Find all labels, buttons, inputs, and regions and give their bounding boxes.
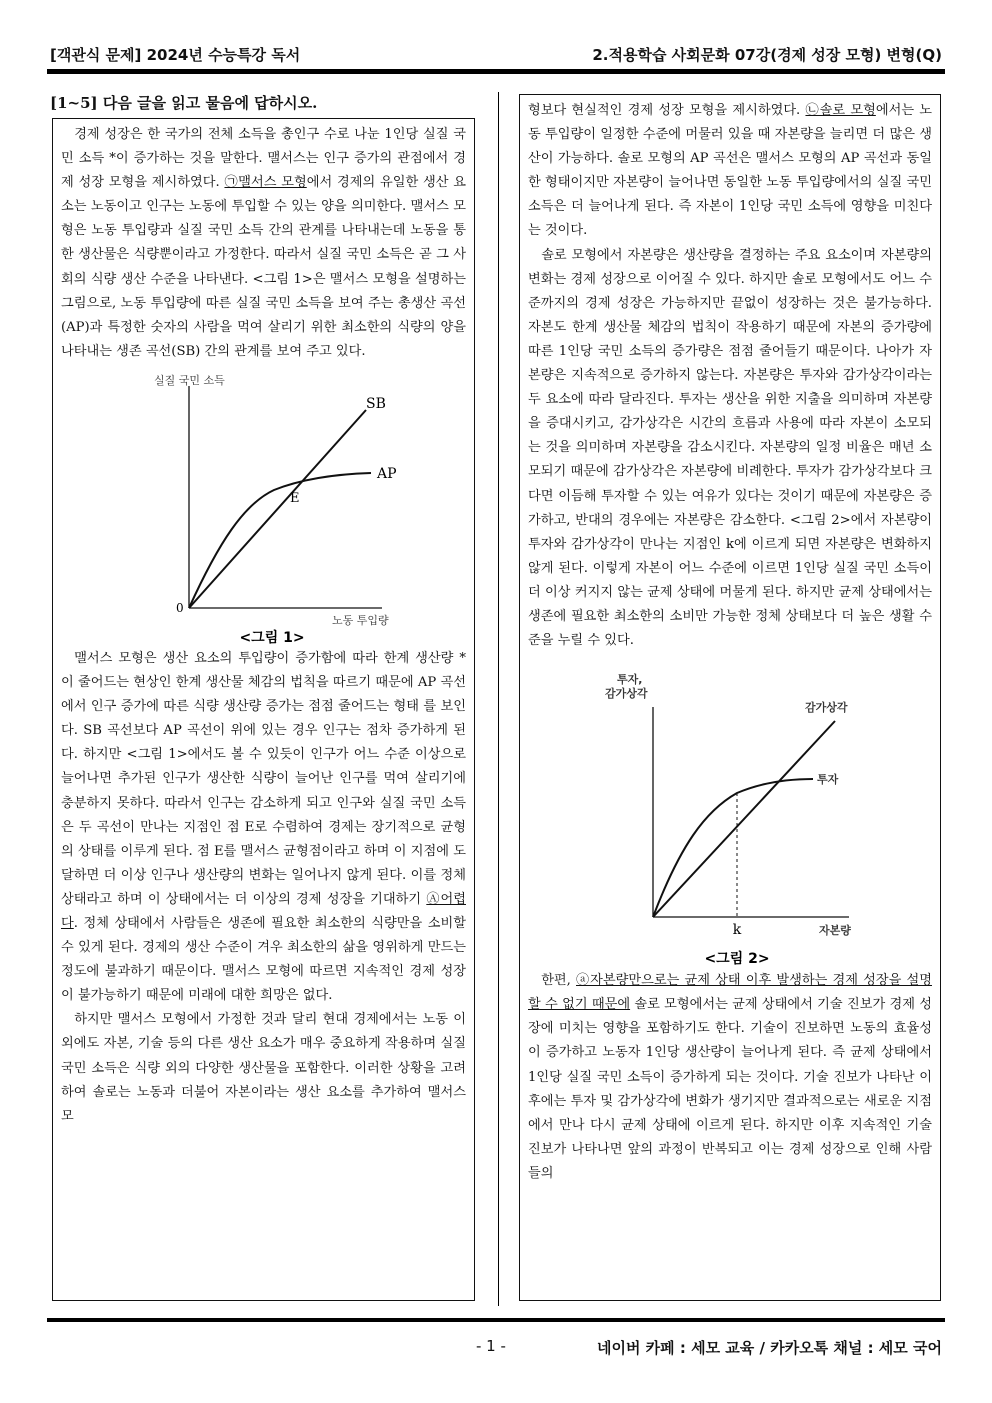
passage-paragraph-3: 하지만 맬서스 모형에서 가정한 것과 달리 현대 경제에서는 노동 이외에도 자본, 기술 등의 다른 생산 요소가 매우 중요하게 작용하며 실질 국민 소득은 식량 외의 다양한 생산물을 포함한다. 이러한 상황을 고려하여 솔로는 노동과 더불어 자본이라는 생산 요소를 추가하여 맬서스 모 bbox=[61, 1012, 466, 1124]
passage-paragraph-4 bbox=[528, 99, 932, 244]
figure-2-caption: <그림 2> bbox=[704, 951, 770, 968]
figure-2-x-label: 자본량 bbox=[819, 924, 851, 938]
text-span: . 정체 상태에서 사람들은 생존에 필요한 최소한의 식량만을 소비할 수 있게 된다. 경제의 생산 수준이 겨우 최소한의 삶을 영위하게 만드는 정도에 불과하기 때문이다. 맬서스 모형에 따르면 지속적인 경제 성장이 불가능하기 때문에 미래에 대한 희망은 없다. bbox=[61, 915, 466, 1004]
text-span: 경제 성장은 한 국가의 전체 소득을 총인구 수로 나눈 1인당 실질 국민 소득 *이 증가하는 것을 말한다. 맬서스는 인구 증가의 관점에서 경제 성장 모형을 제시하였다. bbox=[61, 127, 466, 191]
figure-1-ap-curve bbox=[189, 473, 371, 608]
text-span: 형보다 현실적인 경제 성장 모형을 제시하였다. bbox=[528, 103, 806, 118]
figure-2-graph bbox=[595, 671, 865, 967]
figure-2-investment-label: 투자 bbox=[817, 773, 839, 787]
figure-1-sb-curve bbox=[189, 410, 366, 608]
header-divider bbox=[47, 69, 945, 74]
figure-2-y-label-2: 감가상각 bbox=[605, 687, 648, 701]
figure-2-depreciation-label: 감가상각 bbox=[805, 701, 848, 715]
underlined-malthus-model: ㉠맬서스 모형 bbox=[224, 175, 307, 191]
figure-1-origin: 0 bbox=[175, 600, 184, 615]
page-number: - 1 - bbox=[476, 1337, 506, 1355]
text-span: 솔로 모형에서는 균제 상태에서 기술 진보가 경제 성장에 미치는 영향을 포함하기도 한다. 기술이 진보하면 노동의 효율성이 증가하고 노동자 1인당 생산량이 늘어나게 된다. 즉 균제 상태에서 1인당 실질 국민 소득이 증가하게 되는 것이다. 기술 진보가 나타난 이후에는 투자 및 감가상각에 변화가 생기지만 결과적으로는 새로운 지점에서 만나 다시 균제 상태에 이르게 된다. 하지만 이후 지속적인 기술 진보가 나타나면 앞의 과정이 반복되고 이는 경제 성장으로 인해 사람들의 bbox=[528, 997, 932, 1181]
figure-1-caption: <그림 1> bbox=[238, 629, 305, 646]
footer-credit: 네이버 카페 : 세모 교육 / 카카오톡 채널 : 세모 국어 bbox=[596, 1339, 942, 1357]
figure-2-k-label: k bbox=[732, 922, 742, 939]
underlined-solow-model: ㉡솔로 모형 bbox=[805, 103, 876, 118]
figure-1-sb-label: SB bbox=[365, 395, 386, 412]
question-instruction: [1~5] 다음 글을 읽고 물음에 답하시오. bbox=[50, 94, 318, 112]
column-divider bbox=[498, 92, 499, 1306]
figure-1 bbox=[134, 372, 397, 646]
passage-paragraph-5: 솔로 모형에서 자본량은 생산량을 결정하는 주요 요소이며 자본량의 변화는 경제 성장으로 이어질 수 있다. 하지만 솔로 모형에서도 어느 수준까지의 경제 성장은 가능하지만 끝없이 성장하는 것은 불가능하다. 자본도 한계 생산물 체감의 법칙이 작용하기 때문에 자본의 증가량에 따른 1인당 국민 소득의 증가량은 점점 줄어들기 때문이다. 나아가 자본량은 지속적으로 증가하지 않는다. 자본량은 투자와 감가상각이라는 두 요소에 따라 달라진다. 투자는 생산을 위한 지출을 의미하며 자본량을 증대시키고, 감가상각은 시간의 흐름과 사용에 따라 자본이 소모되는 것을 의미하며 자본량을 감소시킨다. 자본량의 일정 비율은 매년 소모되기 때문에 감가상각은 자본량에 비례한다. 투자가 감가상각보다 크다면 이듬해 투자할 수 있는 여유가 있다는 것이기 때문에 자본량은 증가하고, 반대의 경우에는 자본량은 감소한다. <그림 2>에서 자본량이 투자와 감가상각이 만나는 지점인 k에 이르게 되면 자본량은 변화하지 않게 된다. 이렇게 자본이 어느 수준에 이르면 1인당 실질 국민 소득이 더 이상 커지지 않는 균제 상태에 머물게 된다. 하지만 균제 상태에서는 생존에 필요한 최소한의 소비만 가능한 정체 상태보다 더 높은 생활 수준을 누릴 수 있다. bbox=[528, 247, 932, 649]
text-span: 맬서스 모형은 생산 요소의 투입량이 증가함에 따라 한계 생산량 * 이 줄어드는 현상인 한계 생산물 체감의 법칙을 따르기 때문에 AP 곡선에서 인구 증가에 따른 식량 생산량 증가는 점점 줄어드는 형태 를 보인다. SB 곡선보다 AP 곡선이 위에 있는 경우 인구는 점차 증가하게 된다. 하지만 <그림 1>에서도 볼 수 있듯이 인구가 어느 수준 이상으로 늘어나면 추가된 인구가 생산한 식량이 늘어난 인구를 먹여 살리기에 충분하지 못하다. 따라서 인구는 감소하게 되고 인구와 실질 국민 소득은 두 곡선이 만나는 지점인 점 E로 수렴하여 경제는 장기적으로 균형의 상태를 이루게 된다. 점 E를 맬서스 균형점이라고 하며 이 지점에 도달하면 더 이상 인구나 생산량의 변화는 일어나지 않게 된다. 이를 정체 상태라고 하며 이 상태에서는 더 이상의 경제 성장을 기대하기 bbox=[61, 650, 466, 907]
figure-1-graph bbox=[134, 372, 397, 646]
figure-2-investment-curve bbox=[653, 779, 813, 917]
passage-paragraph-6 bbox=[528, 969, 932, 1186]
figure-1-x-label: 노동 투입량 bbox=[331, 613, 389, 627]
text-span: 한편, bbox=[541, 973, 577, 989]
text-span: 에서 경제의 유일한 생산 요소는 노동이고 인구는 노동에 투입할 수 있는 양을 의미한다. 맬서스 모형은 노동 투입량과 실질 국민 소득 간의 관계를 나타내는데 노동을 통한 생산물은 식량뿐이라고 가정한다. 따라서 실질 국민 소득은 곧 그 사회의 식량 생산 수준을 나타낸다. <그림 1>은 맬서스 모형을 설명하는 그림으로, 노동 투입량에 따른 실질 국민 소득을 보여 주는 총생산 곡선(AP)과 특정한 숫자의 사람을 먹여 살리기 위한 최소한의 식량의 양을 나타내는 생존 곡선(SB) 간의 관계를 보여 주고 있다. bbox=[61, 175, 467, 359]
passage-paragraph-2 bbox=[61, 647, 466, 1008]
underlined-a-capital-only: ⓐ자본량만으로는 균제 상태 이후 발생하는 경제 성장을 설명할 수 없기 때문에 bbox=[528, 973, 932, 1013]
figure-2-depreciation-line bbox=[653, 721, 835, 917]
figure-1-point-e: E bbox=[289, 490, 299, 506]
figure-1-y-label: 실질 국민 소득 bbox=[153, 373, 225, 387]
figure-2 bbox=[595, 671, 865, 967]
underlined-a-difficult: Ⓐ어렵다 bbox=[61, 891, 466, 931]
header-subtitle: 2.적용학습 사회문화 07강(경제 성장 모형) 변형(Q) bbox=[592, 46, 942, 64]
passage-paragraph-1 bbox=[61, 123, 466, 364]
text-span: 에서는 노동 투입량이 일정한 수준에 머물러 있을 때 자본량을 늘리면 더 많은 생산이 가능하다. 솔로 모형의 AP 곡선은 맬서스 모형의 AP 곡선과 동일한 형태이지만 자본량이 늘어나면 동일한 노동 투입량에서의 실질 국민 소득은 더 늘어나게 된다. 즉 자본이 1인당 국민 소득에 영향을 미친다는 것이다. bbox=[528, 103, 933, 239]
passage-box-right bbox=[519, 94, 941, 1301]
figure-2-y-label-1: 투자, bbox=[617, 673, 643, 687]
passage-box-left bbox=[52, 118, 475, 1301]
header-title: [객관식 문제] 2024년 수능특강 독서 bbox=[50, 46, 301, 64]
figure-1-ap-label: AP bbox=[376, 465, 397, 482]
footer-divider bbox=[47, 1318, 945, 1322]
